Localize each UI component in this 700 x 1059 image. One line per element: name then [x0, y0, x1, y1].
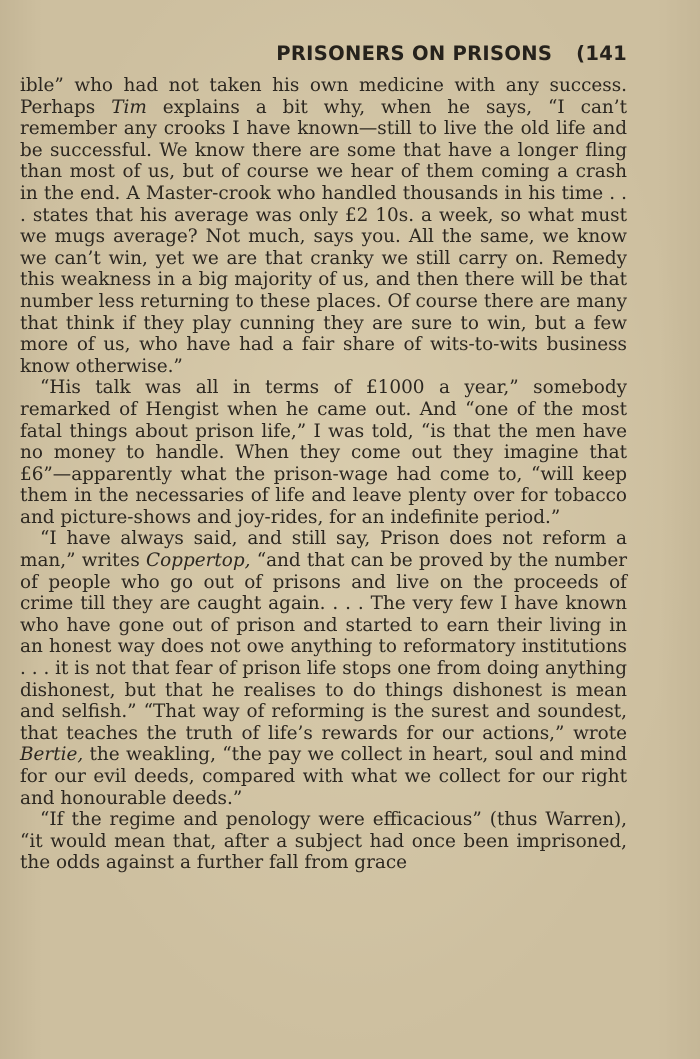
italic-name: Tim	[111, 96, 147, 118]
running-title: PRISONERS ON PRISONS	[276, 42, 553, 65]
italic-name: Coppertop,	[146, 550, 251, 572]
paragraph	[20, 809, 627, 874]
paragraph	[20, 377, 627, 528]
running-head	[276, 42, 627, 65]
text-segment: the weakling, “the pay we collect in heart, soul and mind for our evil deeds, compared with what we collect for our right and honourable deeds.”	[20, 744, 627, 809]
text-segment: “His talk was all in terms of £1000 a year,” somebody remarked of Hengist when he came out. And “one of the most fatal things about prison life,” I was told, “is that the men have no money to handle. When they come out they imagine that £6”—apparently what the prison-wage had come to, “will keep them in the necessaries of life and leave plenty over for tobacco and picture-shows and joy-rides, for an indefinite period.”	[20, 377, 627, 528]
page-number: (141	[576, 42, 627, 65]
italic-name: Bertie,	[20, 744, 84, 766]
body-text	[20, 75, 627, 874]
text-segment: explains a bit why, when he says, “I can’t remember any crooks I have known—still to live the old life and be successful. We know there are some that have a longer fling than most of us, but of course we hear of them coming a crash in the end. A Master-crook who handled thousands in his time . . . states that his average was only £2 10s. a week, so what must we mugs average? Not much, says you. All the same, we know we can’t win, yet we are that cranky we still carry on. Remedy this weakness in a big majority of us, and then there will be that number less returning to these places. Of course there are many that think if they play cunning they are sure to win, but a few more of us, who have had a fair share of wits-to-wits business know otherwise.”	[20, 96, 627, 377]
text-segment: “If the regime and penology were efficacious” (thus Warren), “it would mean that, after a subject had once been imprisoned, the odds against a further fall from grace	[20, 809, 627, 874]
text-segment: ible” who had not taken his own medicine with any success. Perhaps	[20, 75, 627, 118]
text-segment: “I have always said, and still say, Prison does not reform a man,” writes	[20, 528, 627, 572]
paragraph	[20, 528, 627, 809]
paragraph	[20, 75, 627, 377]
text-segment: “and that can be proved by the number of people who go out of prisons and live on the proceeds of crime till they are caught again. . . . The very few I have known who have gone out of prison and started to earn their living in an honest way does not owe anything to reformatory institutions . . . it is not that fear of prison life stops one from doing anything dishonest, but that he realises to do things dishonest is mean and selfish.” “That way of reforming is the surest and soundest, that teaches the truth of life’s rewards for our actions,” wrote	[20, 550, 627, 744]
